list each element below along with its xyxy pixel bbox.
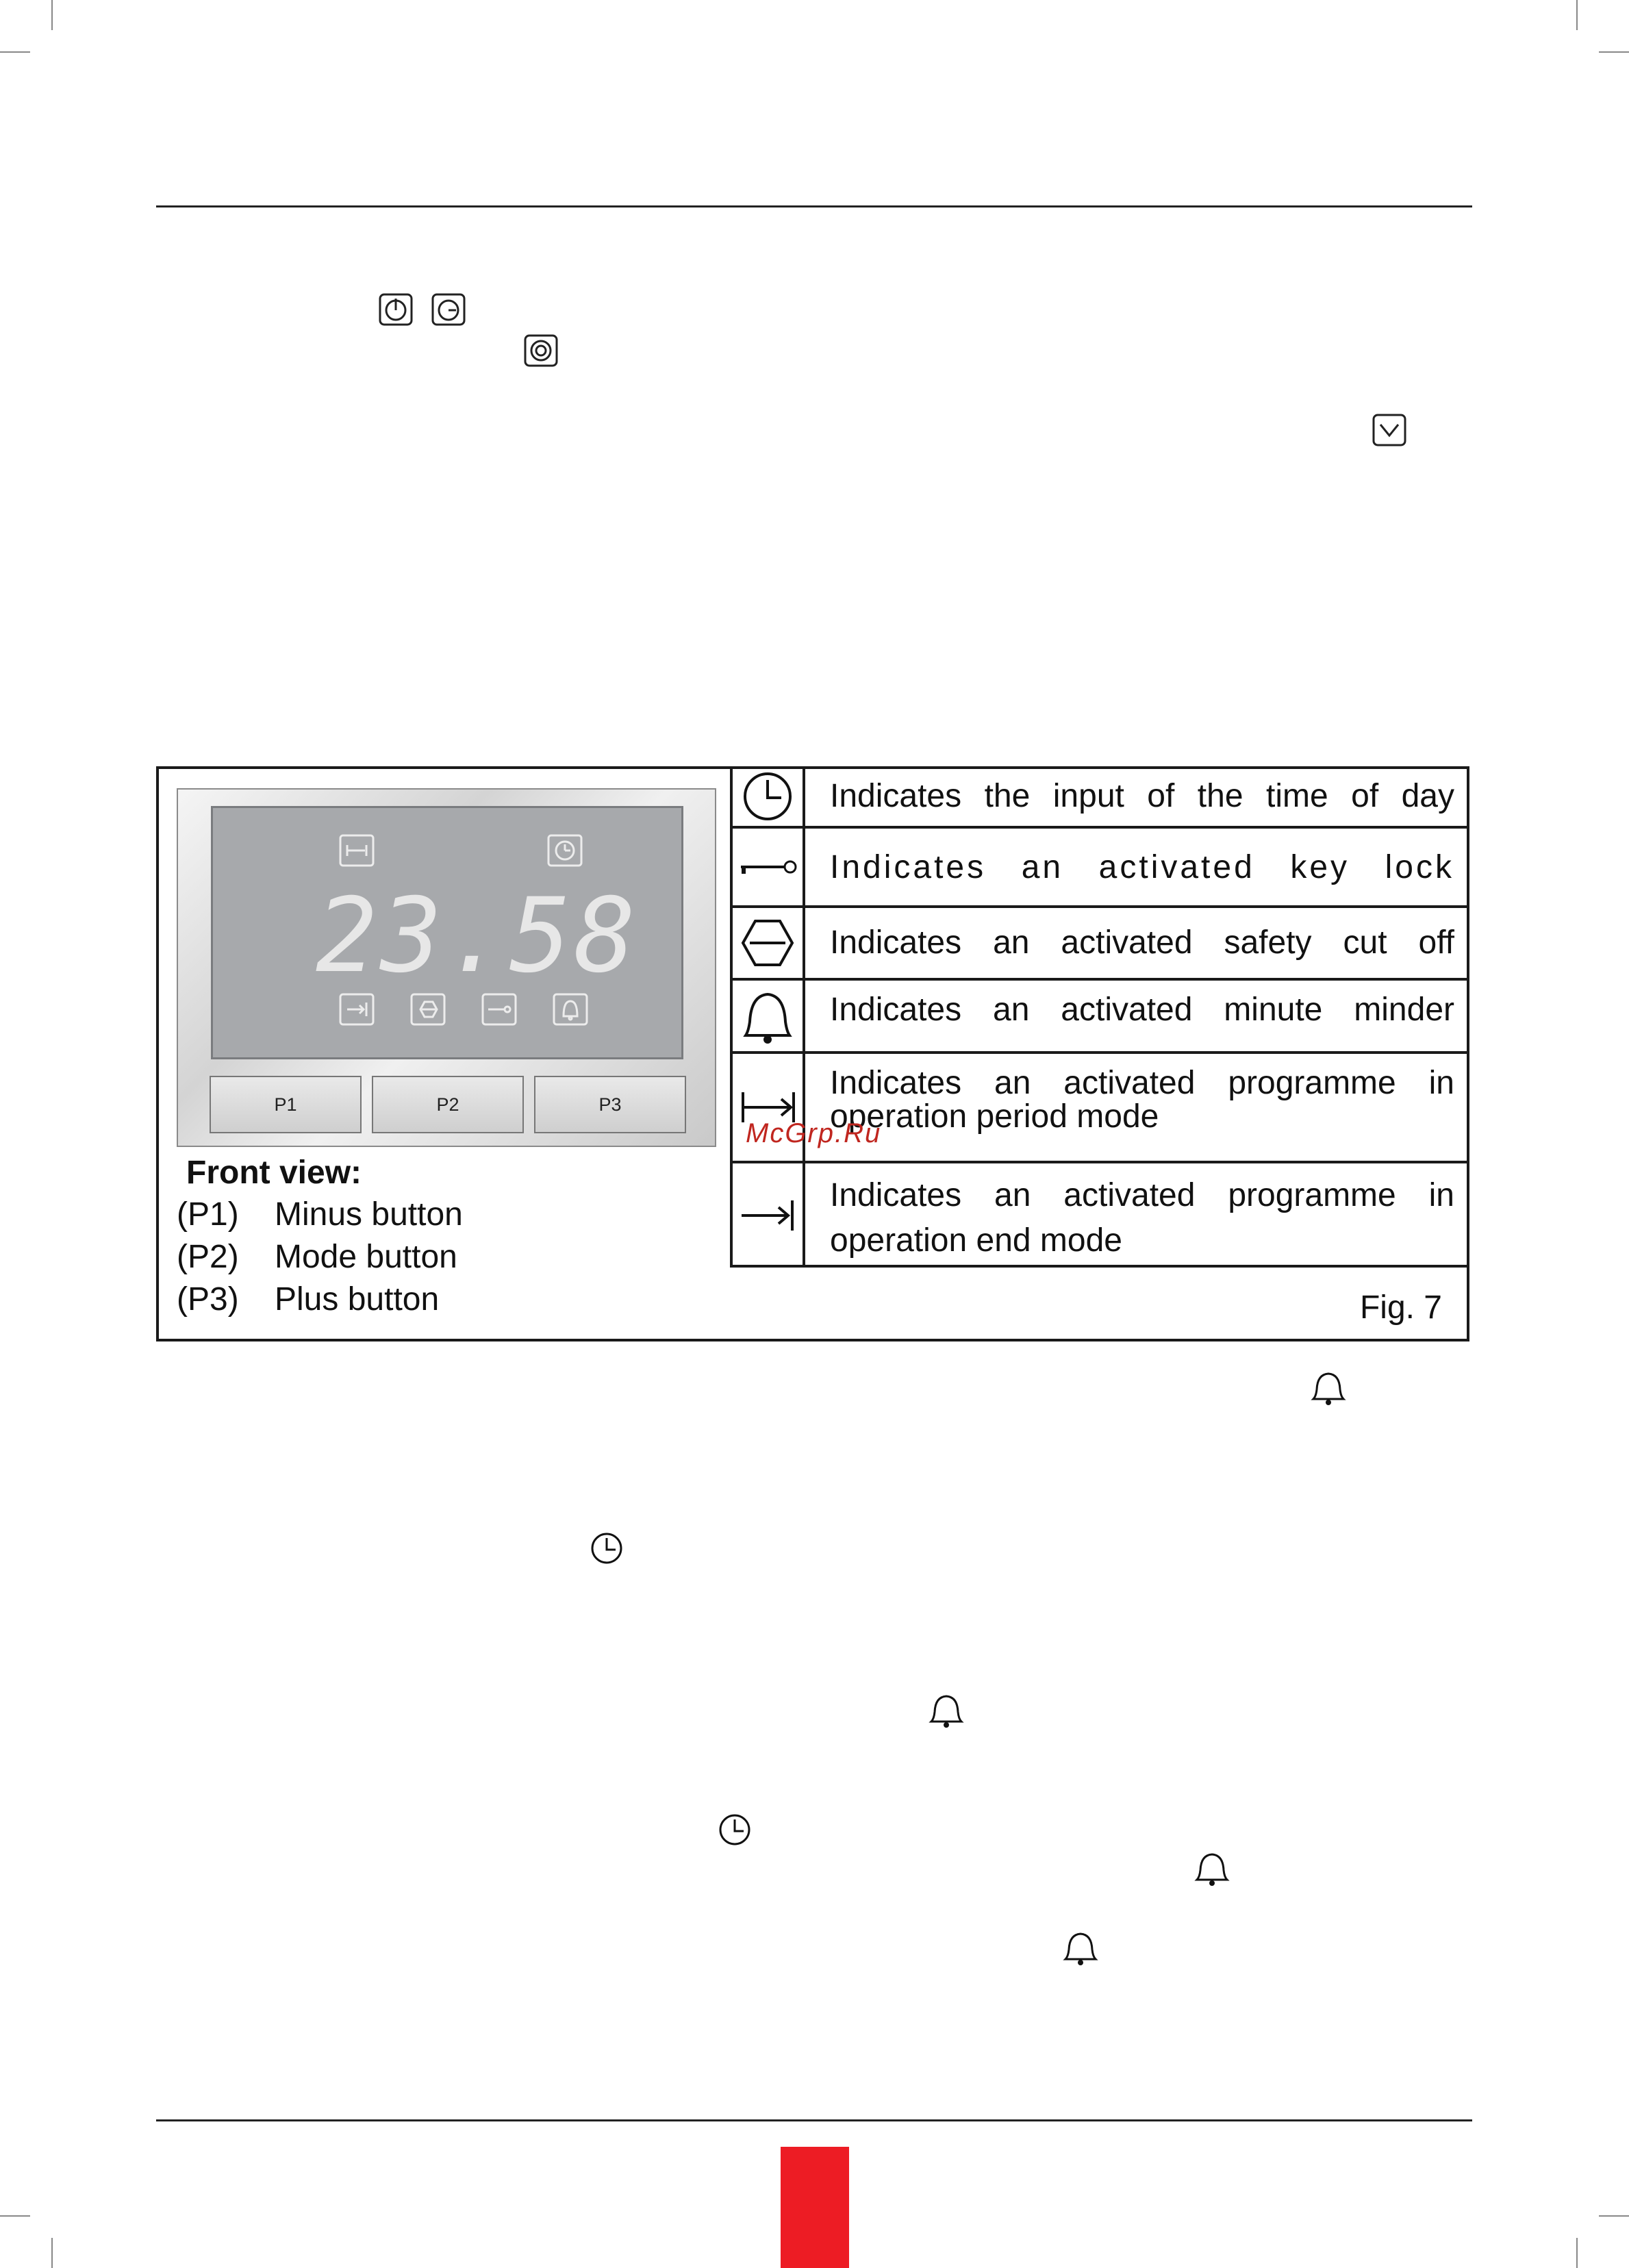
bell-icon	[1061, 1929, 1100, 1967]
indicator-table	[730, 766, 1469, 1268]
power-timer-icon	[379, 293, 413, 326]
p1-button[interactable]: P1	[210, 1076, 362, 1133]
bell-icon	[733, 981, 805, 1051]
front-panel	[177, 788, 716, 1147]
legend-p3: (P3) Plus button	[177, 1281, 440, 1318]
indicator-row-safety: Indicates an activated safety cut off	[733, 908, 1469, 981]
indicator-row-clock: Indicates the input of the time of day	[733, 766, 1469, 829]
indicator-row-bell: Indicates an activated minute minder	[733, 981, 1469, 1054]
header-rule	[156, 205, 1472, 207]
bell-icon	[1309, 1369, 1348, 1407]
bell-icon	[1193, 1850, 1231, 1888]
p2-button[interactable]: P2	[372, 1076, 524, 1133]
hexagon-icon	[733, 908, 805, 978]
watermark: McGrp.Ru	[746, 1118, 882, 1148]
bell-icon	[927, 1691, 965, 1730]
key-icon	[733, 829, 805, 905]
p3-button[interactable]: P3	[534, 1076, 686, 1133]
clock-icon	[718, 1813, 752, 1847]
page-tab	[781, 2147, 849, 2268]
footer-rule	[156, 2119, 1472, 2121]
clock-icon	[733, 766, 805, 826]
clock-icon	[590, 1531, 624, 1565]
end-mode-icon	[733, 1163, 805, 1268]
timer-icon	[431, 293, 466, 326]
indicator-row-key: Indicates an activated key lock	[733, 829, 1469, 908]
indicator-row-end: Indicates an activated programme in operation end mode	[733, 1163, 1469, 1268]
time-readout: 23.58	[316, 877, 639, 996]
figure-caption: Fig. 7	[1359, 1289, 1442, 1326]
lcd-display	[211, 806, 683, 1059]
front-view-title: Front view:	[186, 1155, 362, 1191]
legend-p2: (P2) Mode button	[177, 1239, 457, 1275]
indicator-row-period: Indicates an activated programme in operation period mode	[733, 1054, 1469, 1163]
control-panel-figure	[156, 766, 1469, 1341]
legend-p1: (P1) Minus button	[177, 1196, 463, 1233]
chevron-down-icon	[1372, 414, 1406, 446]
target-icon	[524, 334, 558, 367]
